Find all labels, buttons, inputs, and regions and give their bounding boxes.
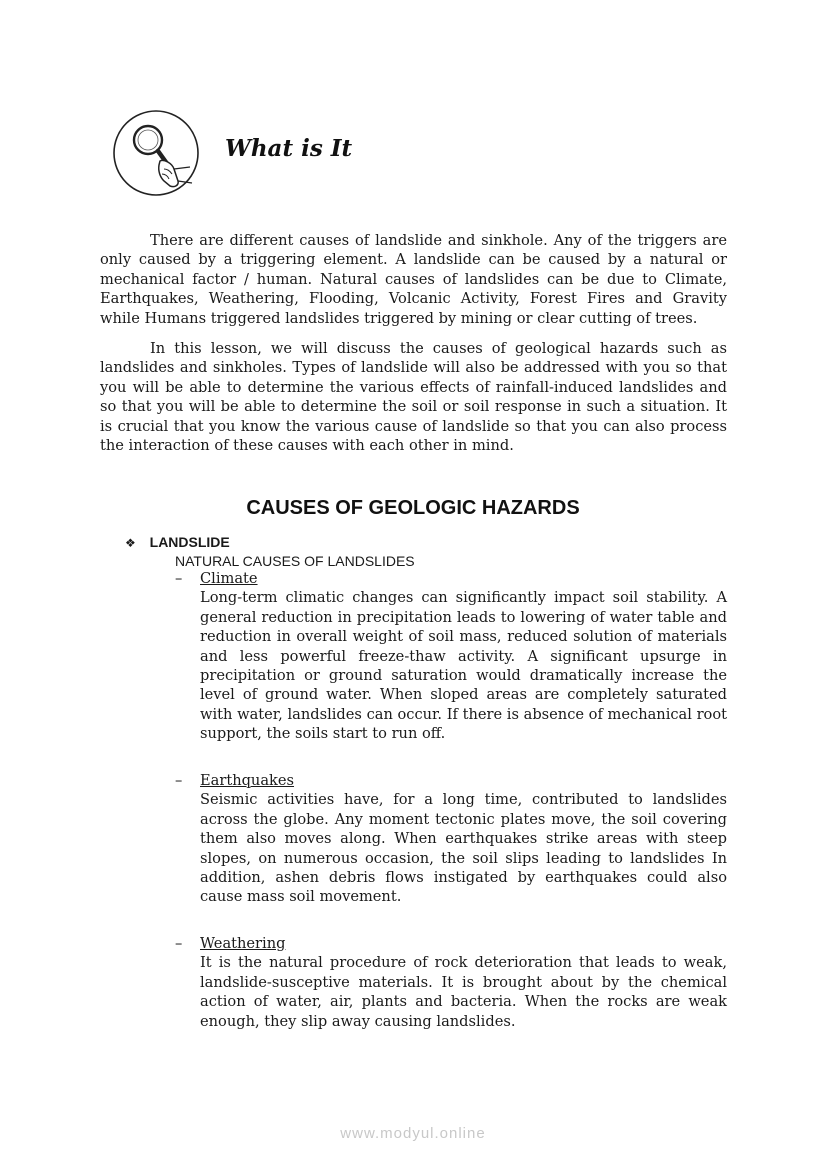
item-title: Weathering [200, 935, 286, 952]
landslide-bullet [125, 533, 230, 553]
intro-paragraph-1: There are different causes of landslide and sinkhole. Any of the triggers are only caused by a triggering element. A landslide can be caused by a natural or mechanical factor / human. Natural causes of landslides can be due to Climate, Earthquakes, Weathering, Flooding, Volcanic Activity, Forest Fires and Gravity while Humans triggered landslides triggered by mining or clear cutting of trees. [100, 232, 727, 327]
item-body: It is the natural procedure of rock deterioration that leads to weak, landslide-susceptive materials. It is brought about by the chemical action of water, air, plants and bacteria. When the rocks are weak enough, they slip away causing landslides. [200, 954, 727, 1030]
diamond-bullet-icon: ❖ [125, 536, 136, 550]
natural-causes-subheading: NATURAL CAUSES OF LANDSLIDES [175, 553, 415, 569]
list-item-earthquakes [175, 771, 727, 907]
item-title: Earthquakes [200, 772, 295, 789]
item-title: Climate [200, 570, 258, 587]
dash-marker: – [175, 772, 183, 789]
watermark: www.modyul.online [340, 1125, 486, 1142]
item-body: Seismic activities have, for a long time, contributed to landslides across the globe. Any moment tectonic plates move, the soil covering them also moves along. When earthquakes strike areas with steep slopes, on numerous occasion, the soil slips leading to landslides In addition, ashen debris flows instigated by earthquakes could also cause mass soil movement. [200, 791, 727, 906]
intro-paragraph-2: In this lesson, we will discuss the causes of geological hazards such as landslides and sinkholes. Types of landslide will also be addressed with you so that you will be able to determine the various effects of rainfall-induced landslides and so that you will be able to determine the soil or soil response in such a situation. It is crucial that you know the various cause of landslide so that you can also process the interaction of these causes with each other in mind. [100, 340, 727, 455]
list-item-climate [175, 569, 727, 744]
bullet-label: LANDSLIDE [149, 534, 230, 550]
causes-heading: CAUSES OF GEOLOGIC HAZARDS [246, 497, 580, 519]
list-item-weathering [175, 934, 727, 1031]
magnifying-glass-icon [112, 109, 200, 197]
dash-marker: – [175, 570, 183, 587]
section-title: What is It [225, 135, 353, 162]
dash-marker: – [175, 935, 183, 952]
item-body: Long-term climatic changes can significantly impact soil stability. A general reduction in precipitation leads to lowering of water table and reduction in overall weight of soil mass, reduced solution of materials and less powerful freeze-thaw activity. A significant upsurge in precipitation or ground saturation would dramatically increase the level of ground water. When sloped areas are completely saturated with water, landslides can occur. If there is absence of mechanical root support, the soils start to run off. [200, 589, 727, 743]
